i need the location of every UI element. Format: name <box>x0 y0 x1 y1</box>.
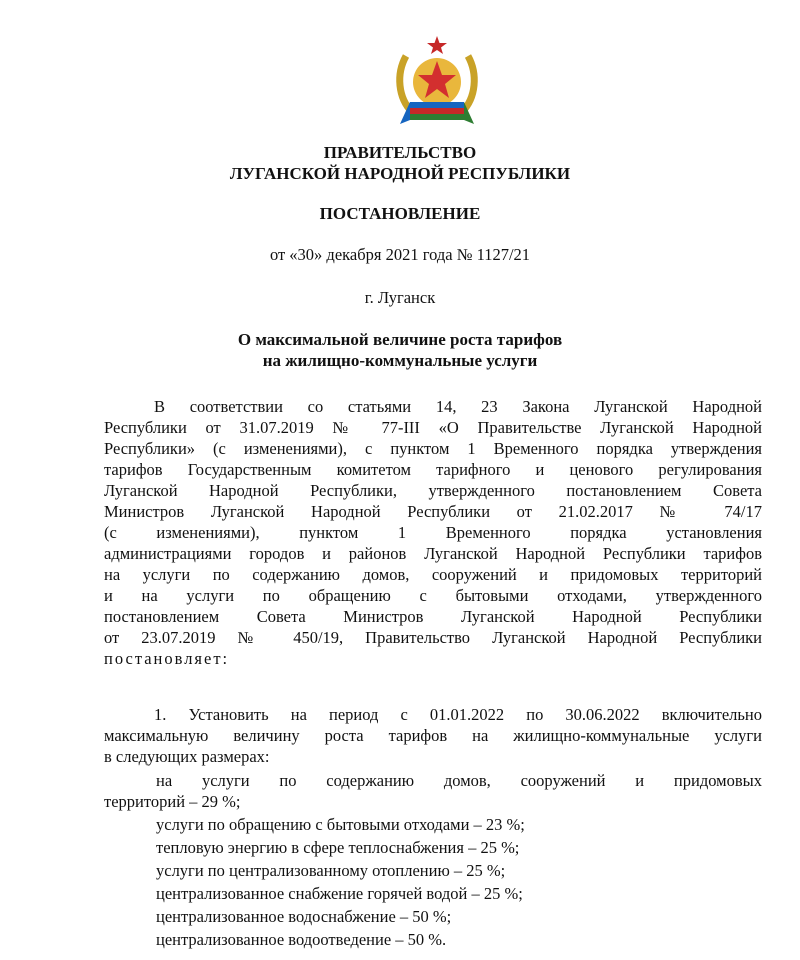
preamble-line: от 23.07.2019 № 450/19, Правительство Луганской Народной Республики <box>104 628 762 647</box>
document-title-line1: О максимальной величине роста тарифов <box>237 330 563 349</box>
preamble-line: и на услуги по обращению с бытовыми отходами, утвержденного <box>104 586 762 605</box>
tariff-list-item: тепловую энергию в сфере теплоснабжения – 25 %; <box>156 838 520 857</box>
item1-line: 1. Установить на период с 01.01.2022 по 30.06.2022 включительно <box>154 705 762 724</box>
tariff-list-item: централизованное водоотведение – 50 %. <box>156 930 447 949</box>
preamble-line: Республики» (с изменениями), с пунктом 1 Временного порядка утверждения <box>104 439 762 458</box>
government-name-line1: ПРАВИТЕЛЬСТВО <box>323 143 477 162</box>
preamble-line: Министров Луганской Народной Республики от 21.02.2017 № 74/17 <box>104 502 762 521</box>
government-name-line2: ЛУГАНСКОЙ НАРОДНОЙ РЕСПУБЛИКИ <box>229 164 571 183</box>
preamble-resolves: постановляет: <box>104 649 230 668</box>
tariff-list-item: централизованное водоснабжение – 50 %; <box>156 907 452 926</box>
preamble-line: тарифов Государственным комитетом тарифного и ценового регулирования <box>104 460 762 479</box>
item1-line: максимальную величину роста тарифов на жилищно-коммунальные услуги <box>104 726 762 745</box>
item1-line: в следующих размерах: <box>104 747 270 766</box>
preamble-line: на услуги по содержанию домов, сооружений и придомовых территорий <box>104 565 762 584</box>
preamble-line: Республики от 31.07.2019 № 77-III «О Правительстве Луганской Народной <box>104 418 762 437</box>
preamble-line: администрациями городов и районов Луганской Народной Республики тарифов <box>104 544 762 563</box>
preamble-line: В соответствии со статьями 14, 23 Закона Луганской Народной <box>154 397 762 416</box>
coat-of-arms-icon <box>392 34 482 128</box>
preamble-line: (с изменениями), пунктом 1 Временного порядка установления <box>104 523 762 542</box>
document-title-line2: на жилищно-коммунальные услуги <box>262 351 538 370</box>
tariff-list-item: услуги по обращению с бытовыми отходами – 23 %; <box>156 815 525 834</box>
document-type: ПОСТАНОВЛЕНИЕ <box>319 204 481 223</box>
tariff-list-item: территорий – 29 %; <box>104 792 241 811</box>
preamble-line: Луганской Народной Республики, утвержденного постановлением Совета <box>104 481 762 500</box>
document-city: г. Луганск <box>364 288 436 307</box>
tariff-list-item: на услуги по содержанию домов, сооружений и придомовых <box>156 771 762 790</box>
tariff-list-item: централизованное снабжение горячей водой – 25 %; <box>156 884 523 903</box>
tariff-list-item: услуги по централизованному отоплению – 25 %; <box>156 861 506 880</box>
document-date-number: от «30» декабря 2021 года № 1127/21 <box>269 245 531 264</box>
preamble-line: постановлением Совета Министров Луганской Народной Республики <box>104 607 762 626</box>
